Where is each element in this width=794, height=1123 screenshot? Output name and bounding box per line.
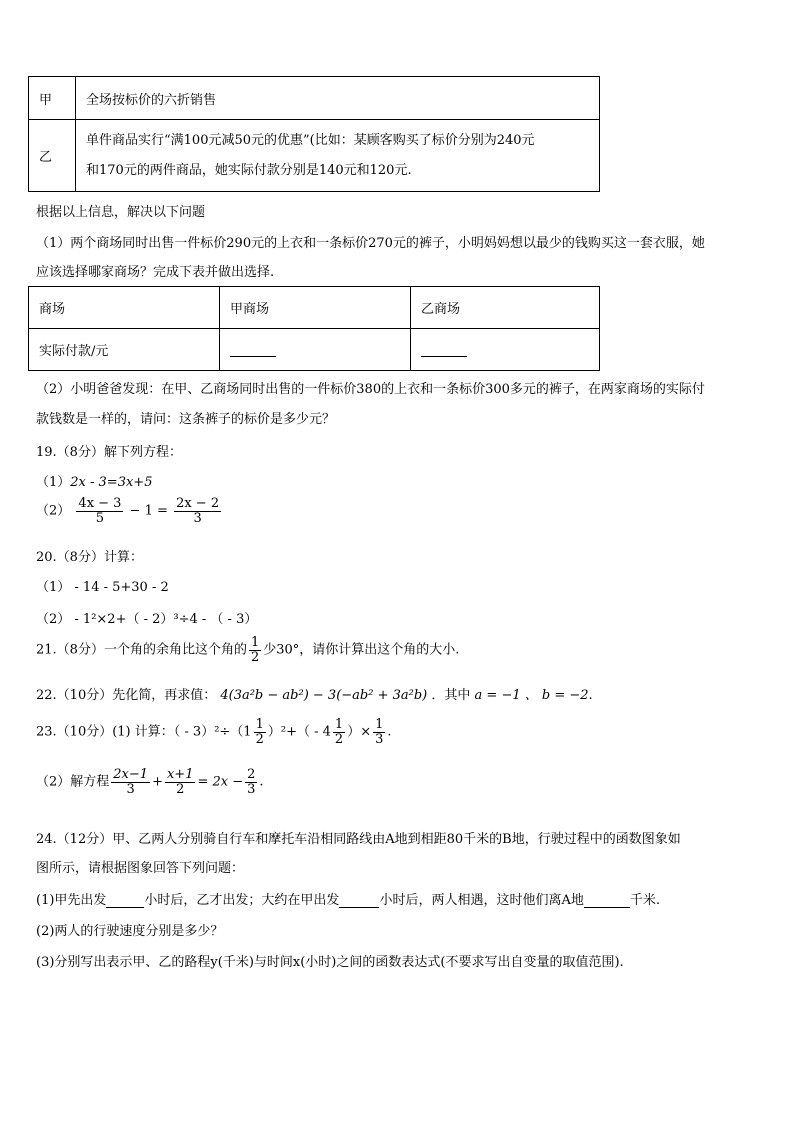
text: ）×: [347, 724, 372, 740]
text: ）²+（ - 4: [267, 724, 331, 740]
store-cell: 甲: [29, 77, 76, 120]
problem-24-line: 图所示，请根据图象回答下列问题：: [36, 861, 245, 876]
table-row: [29, 77, 600, 120]
question-text: 款钱数是一样的，请问：这条裤子的标价是多少元？: [36, 412, 336, 427]
text: 千米.: [629, 893, 660, 908]
fraction: [76, 497, 123, 525]
text: 23.（10分）(1) 计算：（ - 3）²÷（1: [36, 724, 252, 740]
header-cell: 商场: [29, 287, 220, 329]
equation: 2x - 3=3x+5: [70, 475, 153, 490]
values: a = −1 、 b = −2: [474, 688, 589, 703]
answer-blank: [106, 893, 144, 908]
answer-blank: [339, 893, 379, 908]
store-cell: 乙: [29, 120, 76, 192]
table-row: [29, 120, 600, 192]
text: 少30°，请你计算出这个角的大小.: [263, 642, 460, 658]
label: （1）: [36, 475, 71, 490]
question-text: 应该选择哪家商场？完成下表并做出选择.: [36, 265, 275, 280]
problem-23-part-2: [36, 768, 264, 796]
answer-blank: [230, 342, 276, 357]
problem-19-equation-2: [36, 497, 223, 525]
numerator: 2x−1: [113, 767, 149, 782]
numerator: 1: [334, 717, 344, 732]
answer-cell: [411, 329, 600, 371]
text: .: [588, 688, 593, 703]
operator: − 1 =: [129, 503, 168, 519]
answer-cell: [220, 329, 411, 371]
table-row: [29, 287, 600, 329]
header-cell: 乙商场: [411, 287, 600, 329]
payment-table: [28, 286, 600, 371]
denominator: 5: [95, 510, 105, 526]
rule-cell: 全场按标价的六折销售: [76, 77, 600, 120]
numerator: 4x − 3: [78, 496, 122, 511]
intro-text: 根据以上信息，解决以下问题: [36, 205, 206, 220]
denominator: 3: [375, 731, 384, 747]
answer-blank: [584, 893, 630, 908]
rule-line: 和170元的两件商品，她实际付款分别是140元和120元.: [86, 162, 412, 178]
text: （2）解方程: [36, 774, 110, 790]
denominator: 3: [193, 510, 202, 526]
question-text: （2）小明爸爸发现：在甲、乙商场同时出售的一件标价380的上衣和一条标价300多元的裤子，在两家商场的实际付: [36, 382, 705, 397]
numerator: 1: [255, 717, 264, 732]
text: (1)甲先出发: [36, 893, 107, 908]
text: 小时后，乙才出发；大约在甲出发: [144, 893, 340, 908]
text: 小时后，两人相遇，这时他们离A地: [379, 893, 584, 908]
text: 21.（8分）一个角的余角比这个角的: [36, 642, 247, 658]
fraction: [174, 497, 221, 525]
rule-cell: [76, 120, 600, 192]
operator: = 2x −: [197, 774, 244, 790]
fraction: [165, 768, 196, 796]
fraction: [245, 768, 257, 796]
problem-24-part-1: [36, 889, 660, 908]
problem-23-part-1: [36, 718, 392, 746]
discount-rules-table: [28, 76, 600, 192]
problem-24-part-3: (3)分别写出表示甲、乙的路程y(千米)与时间x(小时)之间的函数表达式(不要求写出自变量的取值范围).: [36, 955, 624, 970]
problem-24-part-2: (2)两人的行驶速度分别是多少？: [36, 924, 224, 939]
header-cell: 甲商场: [220, 287, 411, 329]
problem-20-part-1: （1） - 14 - 5+30 - 2: [36, 580, 169, 595]
fraction: [333, 718, 345, 746]
problem-22: [36, 684, 593, 703]
fraction: [254, 718, 266, 746]
problem-21: [36, 636, 459, 664]
problem-20-part-2: （2） - 1²×2+（ - 2）³÷4 - （ - 3）: [36, 612, 258, 627]
fraction: [111, 768, 150, 796]
fraction: [249, 636, 261, 664]
text: 22.（10分）先化简，再求值：: [36, 688, 217, 703]
operator: +: [152, 774, 163, 790]
fraction: [373, 718, 385, 746]
text: ．其中: [431, 688, 471, 703]
denominator: 2: [176, 781, 185, 797]
problem-19-title: 19.（8分）解下列方程：: [36, 445, 182, 460]
problem-19-equation-1: [36, 471, 152, 490]
text: .: [387, 724, 392, 740]
denominator: 2: [250, 649, 260, 665]
table-row: [29, 329, 600, 371]
numerator: 2: [247, 767, 256, 782]
rule-line: 单件商品实行“满100元减50元的优惠”(比如：某顾客购买了标价分别为240元: [86, 132, 535, 148]
numerator: 1: [375, 717, 384, 732]
numerator: x+1: [166, 767, 194, 782]
denominator: 3: [126, 781, 135, 797]
problem-20-title: 20.（8分）计算：: [36, 550, 143, 565]
answer-blank: [421, 342, 467, 357]
numerator: 1: [250, 635, 260, 650]
denominator: 2: [334, 731, 344, 747]
text: .: [259, 774, 264, 790]
question-text: （1）两个商场同时出售一件标价290元的上衣和一条标价270元的裤子，小明妈妈想以最少的钱购买这一套衣服，她: [36, 236, 705, 251]
denominator: 3: [247, 781, 256, 797]
numerator: 2x − 2: [176, 496, 220, 511]
problem-24-line: 24.（12分）甲、乙两人分别骑自行车和摩托车沿相同路线由A地到相距80千米的B地，行驶过程中的函数图象如: [36, 832, 681, 847]
denominator: 2: [255, 731, 264, 747]
expression: 4(3a²b − ab²) − 3(−ab² + 3a²b): [220, 688, 428, 703]
label: （2）: [36, 503, 71, 519]
row-label-cell: 实际付款/元: [29, 329, 220, 371]
